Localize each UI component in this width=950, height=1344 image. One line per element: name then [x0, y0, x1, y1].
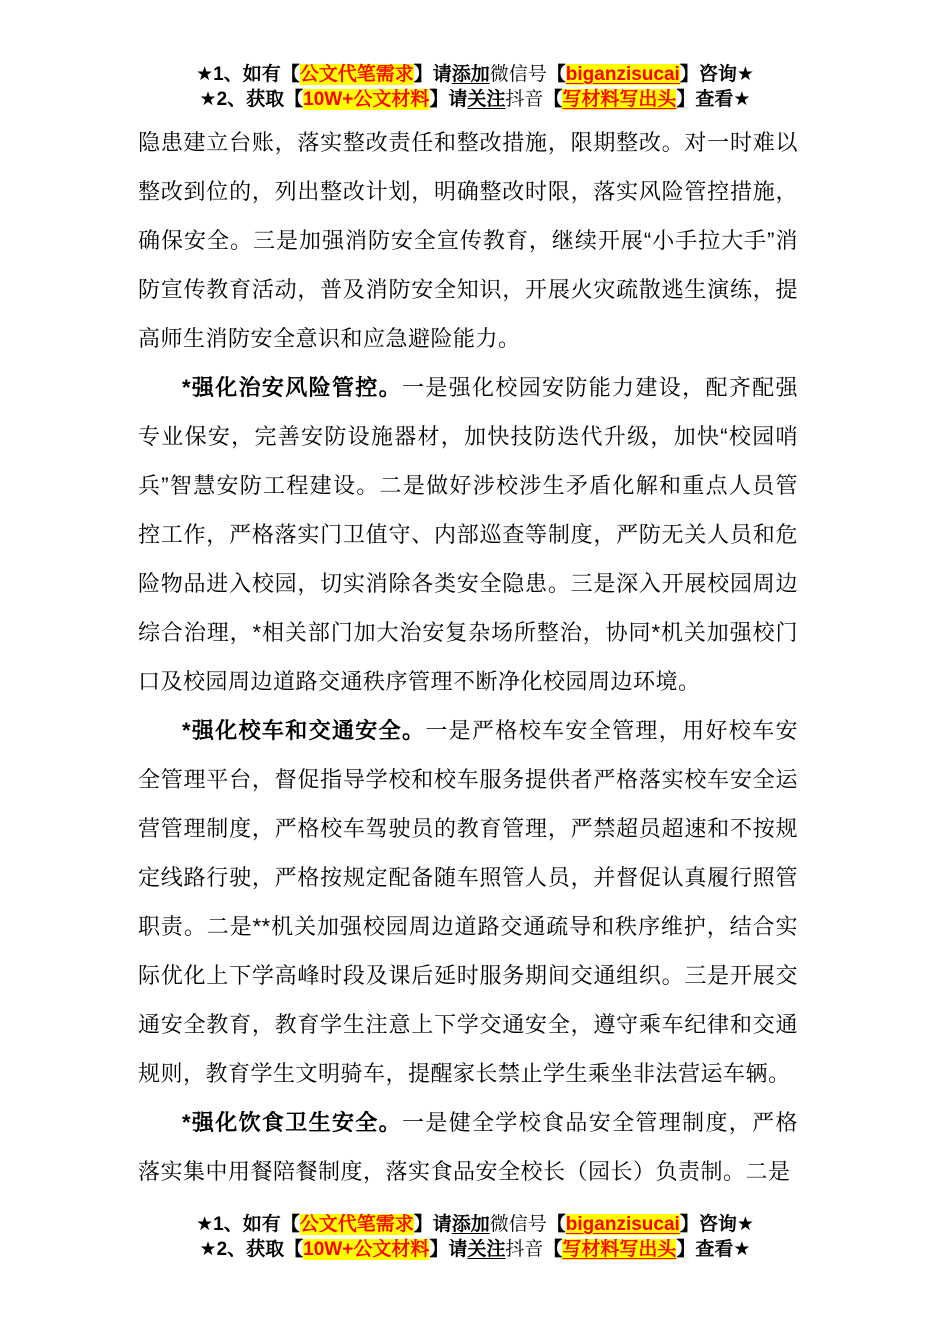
ad-service-highlight: 公文代笔需求: [299, 1214, 414, 1235]
footer-ad-line-2: [0, 1237, 950, 1262]
paragraph-text: 一是强化校园安防能力建设，配齐配强专业保安，完善安防设施器材，加快技防迭代升级，加快“校园哨兵”智慧安防工程建设。二是做好涉校涉生矛盾化解和重点人员管控工作，严格落实门卫值守、内部巡查等制度，严防无关人员和危险物品进入校园，切实消除各类安全隐患。三是深入开展校园周边综合治理，*相关部门加大治安复杂场所整治，协同*机关加强校门口及校园周边道路交通秩序管理不断净化校园周边环境。: [138, 375, 798, 694]
ad-wechat-id: biganzisucai: [565, 1214, 680, 1235]
ad-prefix: ★1、如有【: [196, 1214, 300, 1235]
ad-open-bracket-2: 【: [543, 89, 563, 110]
header-ad: [0, 0, 950, 112]
ad-materials-highlight: 10W+公文材料: [303, 1239, 430, 1260]
ad-prefix-2: ★2、获取【: [199, 89, 304, 110]
footer-ad: [0, 1212, 950, 1262]
paragraph-text: 一是严格校车安全管理，用好校车安全管理平台，督促指导学校和校车服务提供者严格落实校车安全运营管理制度，严格校车驾驶员的教育管理，严禁超员超速和不按规定线路行驶，严格按规定配备随车照管人员，并督促认真履行照管职责。二是**机关加强校园周边道路交通疏导和秩序维护，结合实际优化上下学高峰时段及课后延时服务期间交通组织。三是开展交通安全教育，教育学生注意上下学交通安全，遵守乘车纪律和交通规则，教育学生文明骑车，提醒家长禁止学生乘坐非法营运车辆。: [138, 718, 798, 1086]
ad-wechat-label: 微信号: [489, 64, 547, 85]
paragraph-public-security: [138, 363, 798, 706]
ad-service-highlight: 公文代笔需求: [299, 64, 414, 85]
ad-bracket-text: 】请: [413, 1214, 452, 1235]
ad-open-bracket: 【: [546, 64, 566, 85]
paragraph-text: 一是健全学校食品安全管理制度，严格落实集中用餐陪餐制度，落实食品安全校长（园长）负责制。二是: [138, 1110, 798, 1184]
ad-wechat-id: biganzisucai: [565, 64, 680, 85]
header-ad-line-2: [0, 87, 950, 112]
paragraph-lead: *强化治安风险管控。: [182, 375, 402, 400]
ad-suffix: 】咨询★: [679, 1214, 754, 1235]
ad-wechat-label: 微信号: [489, 1214, 547, 1235]
ad-prefix: ★1、如有【: [196, 64, 300, 85]
paragraph-lead: *强化饮食卫生安全。: [182, 1110, 402, 1135]
ad-action-follow: 关注: [467, 89, 506, 110]
paragraph-school-bus-traffic: [138, 706, 798, 1098]
ad-douyin-name: 写材料写出头: [562, 1239, 677, 1260]
ad-douyin-name: 写材料写出头: [562, 89, 677, 110]
ad-prefix-2: ★2、获取【: [199, 1239, 304, 1260]
ad-action-follow: 关注: [467, 1239, 506, 1260]
footer-ad-line-1: [0, 1212, 950, 1237]
header-ad-line-1: [0, 62, 950, 87]
ad-open-bracket: 【: [546, 1214, 566, 1235]
document-body: [138, 118, 798, 1196]
ad-suffix: 】咨询★: [679, 64, 754, 85]
paragraph-food-hygiene: [138, 1098, 798, 1196]
paragraph-lead: *强化校车和交通安全。: [182, 718, 426, 743]
paragraph-fire-safety: [138, 118, 798, 363]
paragraph-text: 隐患建立台账，落实整改责任和整改措施，限期整改。对一时难以整改到位的，列出整改计划，明确整改时限，落实风险管控措施，确保安全。三是加强消防安全宣传教育，继续开展“小手拉大手”消防宣传教育活动，普及消防安全知识，开展火灾疏散逃生演练，提高师生消防安全意识和应急避险能力。: [138, 130, 798, 351]
ad-bracket-text-2: 】请: [429, 1239, 468, 1260]
ad-bracket-text-2: 】请: [429, 89, 468, 110]
ad-materials-highlight: 10W+公文材料: [303, 89, 430, 110]
ad-open-bracket-2: 【: [543, 1239, 563, 1260]
ad-action-add: 添加: [451, 1214, 490, 1235]
ad-douyin-label: 抖音: [505, 1239, 544, 1260]
ad-douyin-label: 抖音: [505, 89, 544, 110]
ad-action-add: 添加: [451, 64, 490, 85]
ad-suffix-2: 】查看★: [676, 89, 751, 110]
ad-suffix-2: 】查看★: [676, 1239, 751, 1260]
ad-bracket-text: 】请: [413, 64, 452, 85]
